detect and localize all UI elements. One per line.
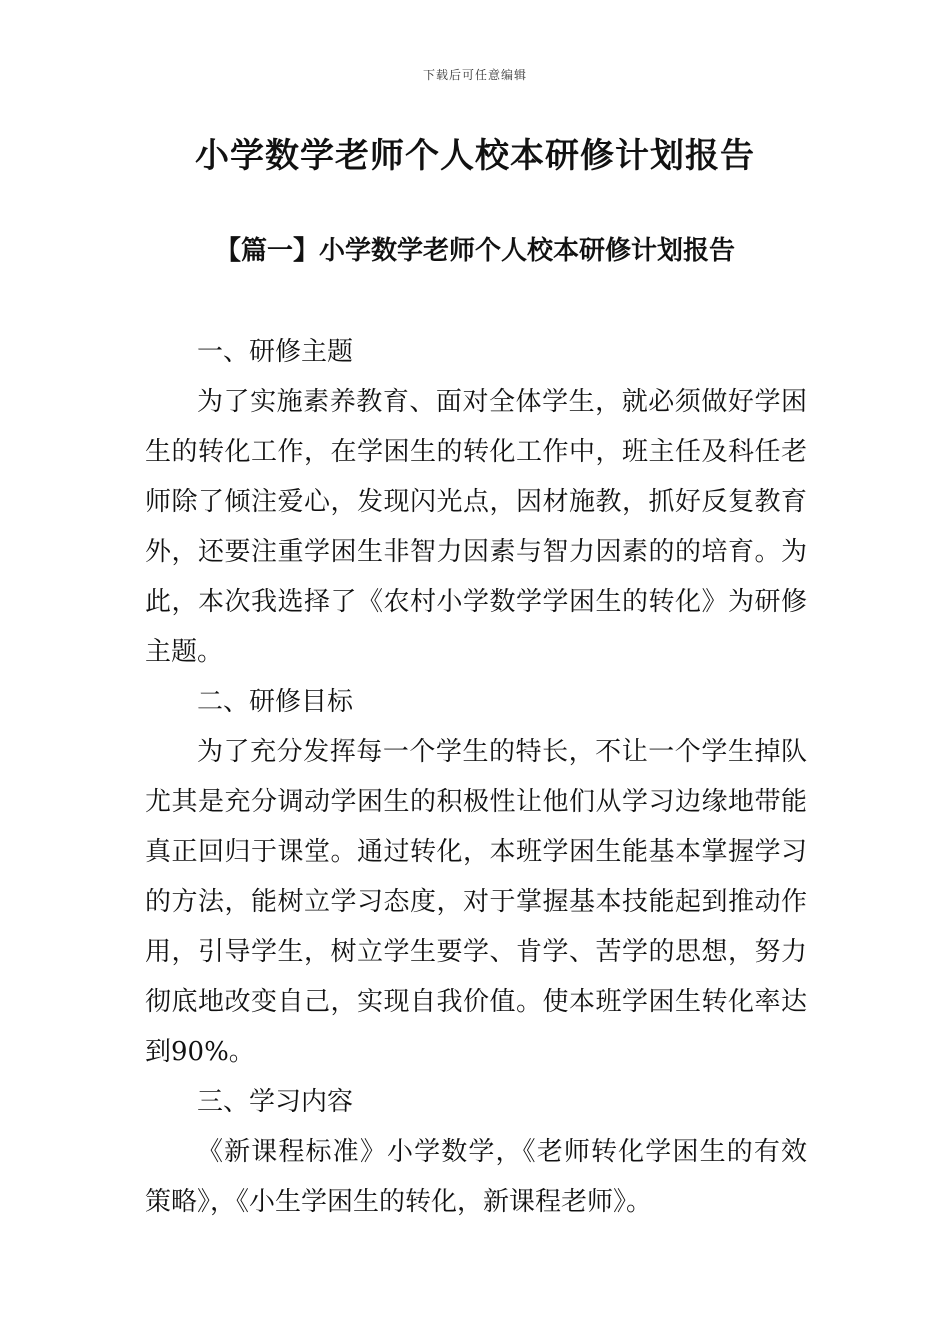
section-heading-2: 二、研修目标	[197, 687, 354, 717]
document-body	[145, 327, 807, 1227]
document-title: 小学数学老师个人校本研修计划报告	[195, 136, 755, 176]
section-heading-1: 一、研修主题	[197, 337, 354, 367]
section-paragraph-1: 为了实施素养教育、面对全体学生，就必须做好学困生的转化工作，在学困生的转化工作中，班主任及科任老师除了倾注爱心，发现闪光点，因材施教，抓好反复教育外，还要注重学困生非智力因素与智力因素的的培育。为此，本次我选择了《农村小学数学学困生的转化》为研修主题。	[145, 387, 807, 667]
header-note: 下载后可任意编辑	[422, 68, 527, 82]
section-paragraph-3: 《新课程标准》小学数学，《老师转化学困生的有效策略》，《小生学困生的转化，新课程老师》。	[145, 1137, 807, 1217]
document-subtitle: 【篇一】小学数学老师个人校本研修计划报告	[214, 236, 735, 266]
section-heading-3: 三、学习内容	[197, 1087, 354, 1117]
section-paragraph-2: 为了充分发挥每一个学生的特长，不让一个学生掉队尤其是充分调动学困生的积极性让他们从学习边缘地带能真正回归于课堂。通过转化，本班学困生能基本掌握学习的方法，能树立学习态度，对于掌握基本技能起到推动作用，引导学生，树立学生要学、肯学、苦学的思想，努力彻底地改变自己，实现自我价值。使本班学困生转化率达到90%。	[145, 737, 807, 1067]
